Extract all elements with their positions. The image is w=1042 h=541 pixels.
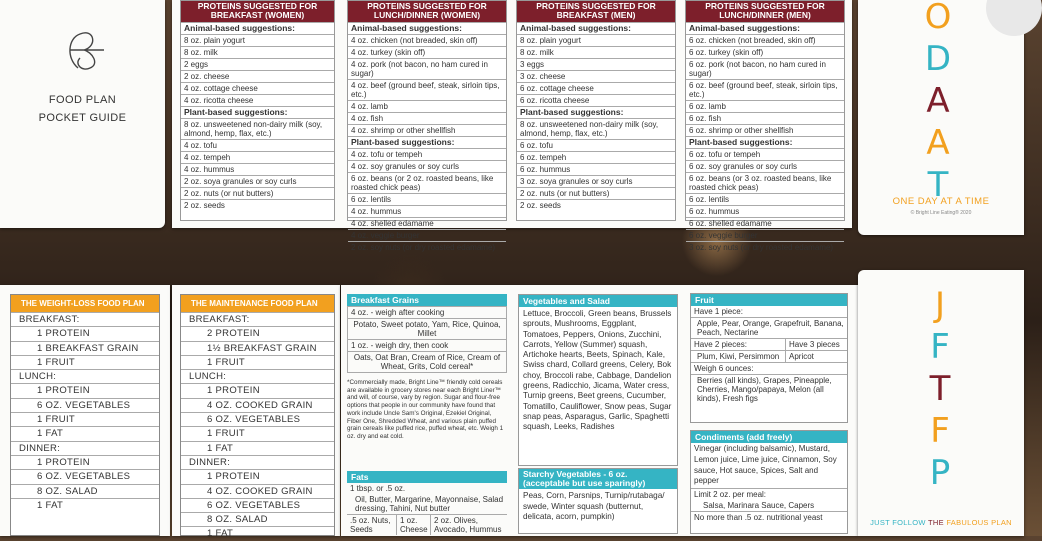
jftfp-tagline bbox=[858, 518, 1024, 527]
grains-row: Potato, Sweet potato, Yam, Rice, Quinoa, Millet bbox=[347, 319, 507, 340]
table-row: 6 oz. tofu or tempeh bbox=[686, 148, 844, 160]
table-row: 6 oz. soy granules or soy curls bbox=[686, 160, 844, 172]
table-row: 2 oz. nuts (or nut butters) bbox=[181, 187, 334, 199]
condiments-limit-list: Salsa, Marinara Sauce, Capers bbox=[703, 501, 815, 511]
table-row: 6 oz. cottage cheese bbox=[517, 82, 675, 94]
table-row: 2 eggs bbox=[181, 58, 334, 70]
plan-header: THE MAINTENANCE FOOD PLAN bbox=[181, 295, 334, 312]
table-section-label: Animal-based suggestions: bbox=[517, 22, 675, 34]
jftfp-tagline-part2: THE bbox=[928, 518, 944, 527]
fruit-header: Fruit bbox=[691, 294, 847, 306]
table-row: 4 oz. shelled edamame bbox=[348, 217, 506, 229]
breakfast-grains-header: Breakfast Grains bbox=[347, 294, 507, 306]
plan-item: 1 PROTEIN bbox=[11, 455, 159, 469]
table-row: 4 oz. hummus bbox=[181, 163, 334, 175]
table-row: 3 oz. cheese bbox=[517, 70, 675, 82]
cover-title-line2: POCKET GUIDE bbox=[38, 112, 127, 124]
cereal-footnote: *Commercially made, Bright Line™ friendly cold cereals are available in grocery stores near each Bright Liner™ and will, of course, vary by region. Sugar and flour-free options that people in our community have found that work include Uncle Sam's Original, Ezekiel Original, Fiber One, Shredded Wheat, and various plain puffed grain cereals like puffed rice, puffed wheat, etc. Weigh 1 oz. dry and eat cold. bbox=[347, 379, 504, 440]
table-row: 4 oz. hummus bbox=[348, 205, 506, 217]
table-row: 6 oz. lamb bbox=[686, 100, 844, 112]
table-section-label: Animal-based suggestions: bbox=[348, 22, 506, 34]
table-row: 2 oz. soya granules or soy curls bbox=[181, 175, 334, 187]
wordmark-letter: D bbox=[924, 39, 952, 79]
table-row: 6 oz. tofu bbox=[517, 139, 675, 151]
plan-item: 1 FAT bbox=[11, 426, 159, 440]
fruit-table bbox=[690, 293, 848, 423]
plan-item: 4 OZ. COOKED GRAIN bbox=[181, 398, 334, 412]
plan-item: 2 PROTEIN bbox=[181, 326, 334, 340]
plan-item: 6 OZ. VEGETABLES bbox=[181, 412, 334, 426]
table-row: 6 oz. beef (ground beef, steak, sirloin tips, etc.) bbox=[686, 79, 844, 100]
wordmark-letter: J bbox=[934, 285, 946, 325]
table-row: 6 oz. chicken (not breaded, skin off) bbox=[686, 34, 844, 46]
fruit-one-list: Apple, Pear, Orange, Grapefruit, Banana, Peach, Nectarine bbox=[691, 317, 847, 338]
jftfp-tagline-part1: JUST FOLLOW bbox=[870, 518, 926, 527]
table-row: 6 oz. lentils bbox=[348, 193, 506, 205]
table-header: PROTEINS SUGGESTED FOR LUNCH/DINNER (MEN) bbox=[686, 1, 844, 22]
table-row: 4 oz. tofu or tempeh bbox=[348, 148, 506, 160]
fats-olives: 2 oz. Olives, Avocado, Hummus bbox=[434, 516, 502, 534]
plan-meal-label: DINNER: bbox=[181, 455, 334, 469]
plan-item: 1 FAT bbox=[11, 498, 159, 512]
plan-item: 1 FRUIT bbox=[11, 412, 159, 426]
plan-item: 6 OZ. VEGETABLES bbox=[181, 498, 334, 512]
wordmark-letter: A bbox=[926, 81, 950, 121]
table-row: 8 oz. plain yogurt bbox=[181, 34, 334, 46]
table-row: 6 oz. beans (or 3 oz. roasted beans, like roasted chick peas) bbox=[686, 172, 844, 193]
table-row: 4 oz. lamb bbox=[348, 100, 506, 112]
table-row: 4 oz. chicken (not breaded, skin off) bbox=[348, 34, 506, 46]
table-row: 6 oz. lentils bbox=[686, 193, 844, 205]
table-row: 4 oz. fish bbox=[348, 112, 506, 124]
table-row: 2 oz. seeds bbox=[517, 199, 675, 211]
plan-meal-label: LUNCH: bbox=[11, 369, 159, 383]
cover-title-line1: FOOD PLAN bbox=[48, 94, 117, 106]
table-row: 6 oz. hummus bbox=[517, 163, 675, 175]
table-section-label: Plant-based suggestions: bbox=[181, 106, 334, 118]
plan-item: 1 FRUIT bbox=[181, 426, 334, 440]
table-row: 2 oz. soy nuts (or dry roasted edamame) bbox=[348, 241, 506, 253]
table-row: 2 oz. seeds bbox=[181, 199, 334, 211]
vegetables-header: Vegetables and Salad bbox=[519, 295, 677, 307]
fruit-two-list: Plum, Kiwi, Persimmon bbox=[691, 351, 786, 362]
vegetables-list: Lettuce, Broccoli, Green beans, Brussels sprouts, Mushrooms, Eggplant, Tomatoes, Peppers, Onions, Zucchini, Carrots, Yellow (Summer) squash, Artichoke hearts, Beets, Spinach, Kale, Swiss chard, Collard greens, Celery, Bok choy, Broccoli rabe, Cabbage, Dandelion greens, Radicchio, Jicama, Water cress, Turnip greens, Beet greens, Cucumber, Tomatillo, Cauliflower, Snow peas, Sugar snap peas, Asparagus, Garlic, Spaghetti squash, Leeks, Radishes bbox=[523, 309, 672, 432]
wordmark-letter: T bbox=[929, 369, 951, 409]
fats-row: 1 tbsp. or .5 oz. bbox=[350, 484, 406, 493]
plan-item: 6 OZ. VEGETABLES bbox=[11, 398, 159, 412]
plan-item: 1 FAT bbox=[181, 526, 334, 540]
plan-item: 1½ BREAKFAST GRAIN bbox=[181, 341, 334, 355]
jftfp-wordmark bbox=[920, 284, 960, 494]
table-row: 3 oz. soy nuts (or dry roasted edamame) bbox=[686, 241, 844, 253]
table-row: 4 oz. tofu bbox=[181, 139, 334, 151]
condiments-header: Condiments (add freely) bbox=[691, 431, 847, 443]
table-section-label: Plant-based suggestions: bbox=[517, 106, 675, 118]
table-row: 8 oz. milk bbox=[181, 46, 334, 58]
wordmark-letter: A bbox=[926, 123, 950, 163]
table-row: 4 oz. tempeh bbox=[181, 151, 334, 163]
table-row: 4 oz. beef (ground beef, steak, sirloin tips, etc.) bbox=[348, 79, 506, 100]
plan-item: 1 PROTEIN bbox=[11, 326, 159, 340]
plan-item: 4 OZ. COOKED GRAIN bbox=[181, 484, 334, 498]
table-row: 4 oz. shrimp or other shellfish bbox=[348, 124, 506, 136]
plan-meal-label: BREAKFAST: bbox=[11, 312, 159, 326]
wordmark-letter: O bbox=[924, 0, 952, 37]
table-row: 6 oz. turkey (skin off) bbox=[686, 46, 844, 58]
table-row: 8 oz. plain yogurt bbox=[517, 34, 675, 46]
weight-loss-plan-table bbox=[10, 294, 160, 536]
condiments-list: Vinegar (including balsamic), Mustard, Lemon juice, Lime juice, Cinnamon, Soy sauce, Hot sauce, Spices, Salt and pepper bbox=[694, 444, 837, 486]
table-row: 8 oz. unsweetened non-dairy milk (soy, almond, hemp, flax, etc.) bbox=[181, 118, 334, 139]
odaat-copyright: © Bright Line Eating® 2020 bbox=[910, 210, 972, 216]
men-lunch-table bbox=[685, 0, 845, 252]
table-header: PROTEINS SUGGESTED FOR LUNCH/DINNER (WOMEN) bbox=[348, 1, 506, 22]
table-row: 8 oz. unsweetened non-dairy milk (soy, almond, hemp, flax, etc.) bbox=[517, 118, 675, 139]
table-row: 6 oz. shelled edamame bbox=[686, 217, 844, 229]
table-row: 3 oz. soya granules or soy curls bbox=[517, 175, 675, 187]
table-row: 4 oz. soy granules or soy curls bbox=[348, 160, 506, 172]
table-row: 6 oz. tempeh bbox=[517, 151, 675, 163]
table-row: 2 oz. nuts (or nut butters) bbox=[517, 187, 675, 199]
table-section-label: Animal-based suggestions: bbox=[686, 22, 844, 34]
plan-item: 1 FAT bbox=[181, 441, 334, 455]
starchy-vegetables-table bbox=[518, 468, 678, 534]
table-row: 6 oz. fish bbox=[686, 112, 844, 124]
fats-table bbox=[347, 471, 507, 535]
fruit-three-label: Have 3 pieces bbox=[789, 340, 840, 349]
table-row: 6 oz. shrimp or other shellfish bbox=[686, 124, 844, 136]
bright-line-logo-icon bbox=[60, 28, 110, 76]
condiments-table bbox=[690, 430, 848, 534]
starchy-list: Peas, Corn, Parsnips, Turnip/rutabaga/ swede, Winter squash (butternut, delicata, acorn, pumpkin) bbox=[523, 491, 665, 521]
fruit-three-list: Apricot bbox=[789, 352, 814, 361]
table-row: 6 oz. hummus bbox=[686, 205, 844, 217]
plan-item: 1 BREAKFAST GRAIN bbox=[11, 341, 159, 355]
plan-item: 8 OZ. SALAD bbox=[11, 484, 159, 498]
table-row: 4 oz. turkey (skin off) bbox=[348, 46, 506, 58]
plan-meal-label: DINNER: bbox=[11, 441, 159, 455]
table-row: 8 oz. milk bbox=[517, 46, 675, 58]
table-section-label: Animal-based suggestions: bbox=[181, 22, 334, 34]
fruit-six-label: Weigh 6 ounces: bbox=[691, 362, 847, 374]
condiments-yeast: No more than .5 oz. nutritional yeast bbox=[691, 511, 847, 523]
men-breakfast-table bbox=[516, 0, 676, 221]
plan-item: 8 OZ. SALAD bbox=[181, 512, 334, 526]
grains-row: 1 oz. - weigh dry, then cook bbox=[347, 340, 507, 352]
table-row: 2 oz. cheese bbox=[181, 70, 334, 82]
plan-item: 1 FRUIT bbox=[181, 355, 334, 369]
jftfp-tagline-part3: FABULOUS PLAN bbox=[946, 518, 1012, 527]
table-row: 6 oz. beans (or 2 oz. roasted beans, like roasted chick peas) bbox=[348, 172, 506, 193]
odaat-tagline: ONE DAY AT A TIME bbox=[892, 196, 990, 207]
fats-row: Oil, Butter, Margarine, Mayonnaise, Salad dressing, Tahini, Nut butter bbox=[355, 495, 504, 513]
table-section-label: Plant-based suggestions: bbox=[348, 136, 506, 148]
maintenance-plan-table bbox=[180, 294, 335, 540]
table-row: 4 oz. cottage cheese bbox=[181, 82, 334, 94]
vegetables-table bbox=[518, 294, 678, 466]
plan-item: 1 FRUIT bbox=[11, 355, 159, 369]
condiments-limit-label: Limit 2 oz. per meal: bbox=[691, 488, 847, 500]
table-row: 6 oz. pork (not bacon, no ham cured in sugar) bbox=[686, 58, 844, 79]
table-row: 4 oz. pork (not bacon, no ham cured in sugar) bbox=[348, 58, 506, 79]
fruit-two-label: Have 2 pieces: bbox=[691, 339, 786, 350]
odaat-card bbox=[858, 0, 1024, 235]
table-header: PROTEINS SUGGESTED FOR BREAKFAST (MEN) bbox=[517, 1, 675, 22]
table-row: 4 oz. veggie burger bbox=[348, 229, 506, 241]
fruit-six-list: Berries (all kinds), Grapes, Pineapple, Cherries, Mango/papaya, Melon (all kinds), Fresh figs bbox=[691, 374, 847, 404]
table-row: 4 oz. ricotta cheese bbox=[181, 94, 334, 106]
fats-nuts: .5 oz. Nuts, Seeds bbox=[347, 515, 397, 535]
table-row: 6 oz. veggie burger bbox=[686, 229, 844, 241]
odaat-wordmark bbox=[918, 0, 958, 206]
women-breakfast-table bbox=[180, 0, 335, 221]
wordmark-letter: T bbox=[927, 165, 949, 205]
plan-header: THE WEIGHT-LOSS FOOD PLAN bbox=[11, 295, 159, 312]
table-row: 3 eggs bbox=[517, 58, 675, 70]
plan-item: 1 PROTEIN bbox=[181, 469, 334, 483]
plan-meal-label: BREAKFAST: bbox=[181, 312, 334, 326]
starchy-header: Starchy Vegetables - 6 oz. (acceptable but use sparingly) bbox=[519, 469, 677, 489]
cover-card bbox=[0, 0, 165, 228]
plan-meal-label: LUNCH: bbox=[181, 369, 334, 383]
fruit-one-label: Have 1 piece: bbox=[694, 307, 743, 316]
table-header: PROTEINS SUGGESTED FOR BREAKFAST (WOMEN) bbox=[181, 1, 334, 22]
women-lunch-table bbox=[347, 0, 507, 252]
plan-item: 1 PROTEIN bbox=[181, 383, 334, 397]
grains-row: 4 oz. - weigh after cooking bbox=[347, 306, 507, 319]
fats-cheese: 1 oz. Cheese bbox=[397, 515, 431, 535]
wordmark-letter: P bbox=[929, 453, 951, 493]
plan-item: 6 OZ. VEGETABLES bbox=[11, 469, 159, 483]
plan-item: 1 PROTEIN bbox=[11, 383, 159, 397]
grains-row: Oats, Oat Bran, Cream of Rice, Cream of Wheat, Grits, Cold cereal* bbox=[347, 352, 507, 373]
wordmark-letter: F bbox=[930, 327, 950, 367]
fats-header: Fats bbox=[347, 471, 507, 483]
jftfp-card bbox=[858, 270, 1024, 536]
table-row: 6 oz. ricotta cheese bbox=[517, 94, 675, 106]
wordmark-letter: F bbox=[930, 411, 950, 451]
table-section-label: Plant-based suggestions: bbox=[686, 136, 844, 148]
